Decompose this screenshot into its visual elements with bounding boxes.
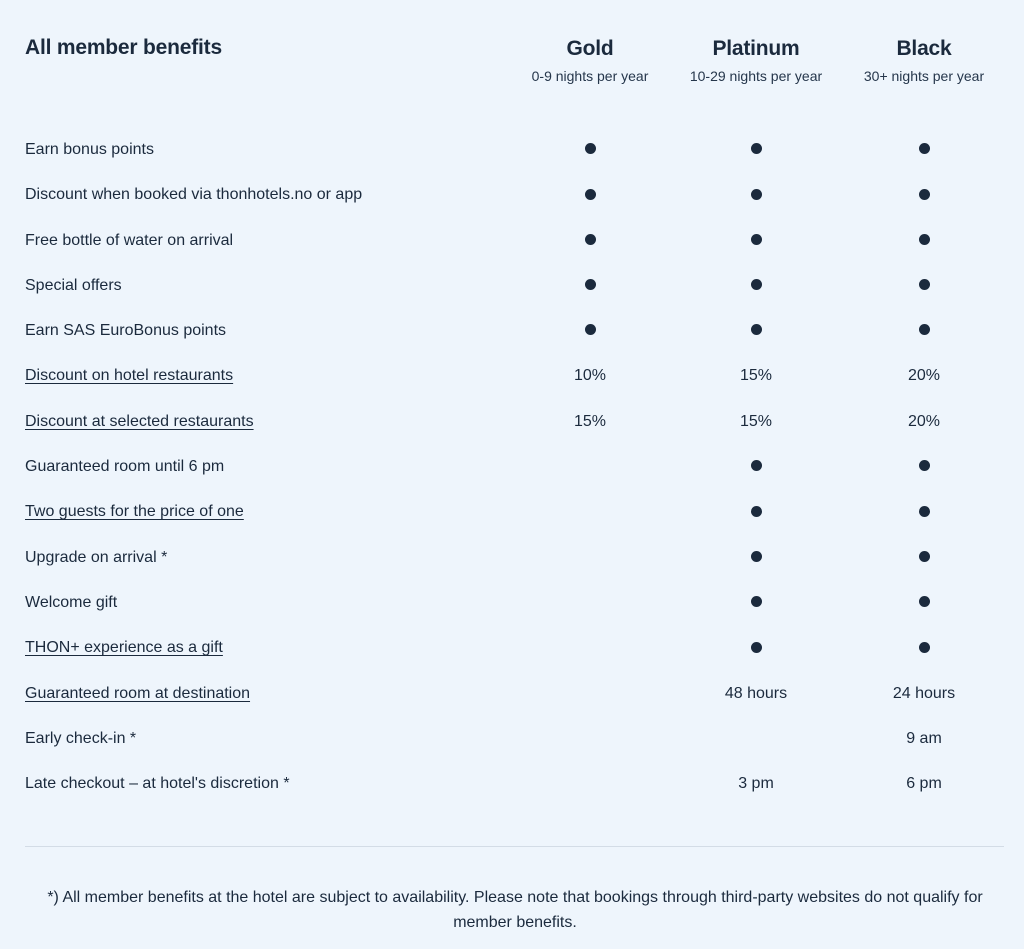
included-dot-icon [751, 279, 762, 290]
cell-platinum [666, 185, 846, 205]
cell-platinum [666, 412, 846, 432]
table-row [0, 581, 1024, 626]
included-dot-icon [919, 551, 930, 562]
cell-platinum [666, 502, 846, 522]
cell-value: 20% [907, 412, 941, 430]
cell-gold [500, 276, 680, 296]
included-dot-icon [919, 234, 930, 245]
included-dot-icon [585, 143, 596, 154]
cell-black [834, 457, 1014, 477]
benefit-rows [0, 128, 1024, 807]
included-dot-icon [585, 189, 596, 200]
tier-name: Black [896, 37, 952, 60]
cell-black [834, 276, 1014, 296]
cell-gold [500, 638, 680, 658]
cell-black [834, 321, 1014, 341]
cell-platinum [666, 321, 846, 341]
included-dot-icon [585, 279, 596, 290]
cell-black [834, 638, 1014, 658]
benefit-label: Earn bonus points [25, 141, 154, 158]
cell-platinum [666, 548, 846, 568]
cell-value: 15% [739, 412, 773, 430]
table-row [0, 490, 1024, 535]
cell-value: 9 am [906, 729, 942, 747]
cell-value: 3 pm [738, 775, 774, 793]
included-dot-icon [751, 143, 762, 154]
cell-black [834, 412, 1014, 432]
page-title: All member benefits [25, 36, 222, 59]
cell-value: 15% [573, 412, 607, 430]
cell-gold [500, 457, 680, 477]
included-dot-icon [585, 324, 596, 335]
benefit-link[interactable]: Discount on hotel restaurants [25, 367, 234, 385]
cell-black [834, 140, 1014, 160]
included-dot-icon [751, 189, 762, 200]
cell-value: 15% [739, 367, 773, 385]
benefit-link[interactable]: Discount at selected restaurants [25, 412, 254, 430]
tier-name: Platinum [712, 37, 800, 60]
included-dot-icon [751, 642, 762, 653]
cell-black [834, 548, 1014, 568]
cell-gold [500, 684, 680, 704]
included-dot-icon [751, 234, 762, 245]
benefit-label: Special offers [25, 276, 122, 294]
cell-value: 10% [573, 367, 607, 385]
benefit-label: Late checkout – at hotel's discretion * [25, 775, 290, 793]
cell-black [834, 593, 1014, 613]
included-dot-icon [919, 143, 930, 154]
included-dot-icon [751, 324, 762, 335]
tier-header-platinum [666, 36, 846, 85]
included-dot-icon [919, 189, 930, 200]
tier-nights: 10-29 nights per year [689, 68, 823, 84]
benefit-label: Early check-in * [25, 729, 137, 747]
included-dot-icon [919, 506, 930, 517]
cell-gold [500, 140, 680, 160]
benefit-label: Guaranteed room until 6 pm [25, 458, 225, 476]
benefit-label: Free bottle of water on arrival [25, 231, 234, 249]
cell-black [834, 231, 1014, 251]
cell-platinum [666, 140, 846, 160]
table-row [0, 400, 1024, 445]
footnote: *) All member benefits at the hotel are subject to availability. Please note that bookings through third-party websites do not qualify for member benefits. [47, 889, 983, 931]
cell-gold [500, 412, 680, 432]
benefit-label: Upgrade on arrival * [25, 548, 168, 566]
cell-platinum [666, 729, 846, 749]
table-row [0, 219, 1024, 264]
tier-header-black [834, 36, 1014, 85]
table-row [0, 309, 1024, 354]
benefit-label: Earn SAS EuroBonus points [25, 322, 227, 340]
benefit-link[interactable]: THON+ experience as a gift [25, 639, 223, 657]
cell-value: 20% [907, 367, 941, 385]
cell-platinum [666, 638, 846, 658]
benefit-link[interactable]: Two guests for the price of one [25, 503, 244, 521]
cell-black [834, 502, 1014, 522]
cell-gold [500, 502, 680, 522]
tier-nights: 30+ nights per year [863, 68, 985, 84]
included-dot-icon [751, 596, 762, 607]
table-row [0, 717, 1024, 762]
table-row [0, 536, 1024, 581]
table-row [0, 128, 1024, 173]
benefit-label: Welcome gift [25, 593, 118, 611]
cell-gold [500, 593, 680, 613]
cell-gold [500, 729, 680, 749]
cell-platinum [666, 231, 846, 251]
cell-black [834, 774, 1014, 794]
cell-platinum [666, 457, 846, 477]
cell-platinum [666, 774, 846, 794]
benefit-label: Discount when booked via thonhotels.no or app [25, 186, 363, 204]
included-dot-icon [585, 234, 596, 245]
cell-gold [500, 321, 680, 341]
included-dot-icon [919, 324, 930, 335]
cell-black [834, 366, 1014, 386]
cell-gold [500, 548, 680, 568]
tier-name: Gold [566, 37, 614, 60]
table-row [0, 626, 1024, 671]
included-dot-icon [919, 460, 930, 471]
cell-gold [500, 774, 680, 794]
cell-gold [500, 185, 680, 205]
table-row [0, 672, 1024, 717]
cell-value: 48 hours [724, 684, 788, 702]
table-row [0, 173, 1024, 218]
included-dot-icon [919, 642, 930, 653]
included-dot-icon [919, 279, 930, 290]
cell-platinum [666, 684, 846, 704]
cell-platinum [666, 593, 846, 613]
included-dot-icon [919, 596, 930, 607]
cell-gold [500, 366, 680, 386]
table-row [0, 354, 1024, 399]
divider [25, 846, 1004, 847]
cell-platinum [666, 276, 846, 296]
cell-gold [500, 231, 680, 251]
cell-black [834, 729, 1014, 749]
tier-nights: 0-9 nights per year [531, 68, 649, 84]
included-dot-icon [751, 506, 762, 517]
cell-value: 6 pm [906, 775, 942, 793]
included-dot-icon [751, 551, 762, 562]
cell-platinum [666, 366, 846, 386]
table-row [0, 445, 1024, 490]
cell-value: 24 hours [892, 684, 956, 702]
cell-black [834, 185, 1014, 205]
included-dot-icon [751, 460, 762, 471]
benefit-link[interactable]: Guaranteed room at destination [25, 684, 251, 702]
cell-black [834, 684, 1014, 704]
tier-header-gold [500, 36, 680, 85]
table-row [0, 264, 1024, 309]
table-row [0, 762, 1024, 807]
